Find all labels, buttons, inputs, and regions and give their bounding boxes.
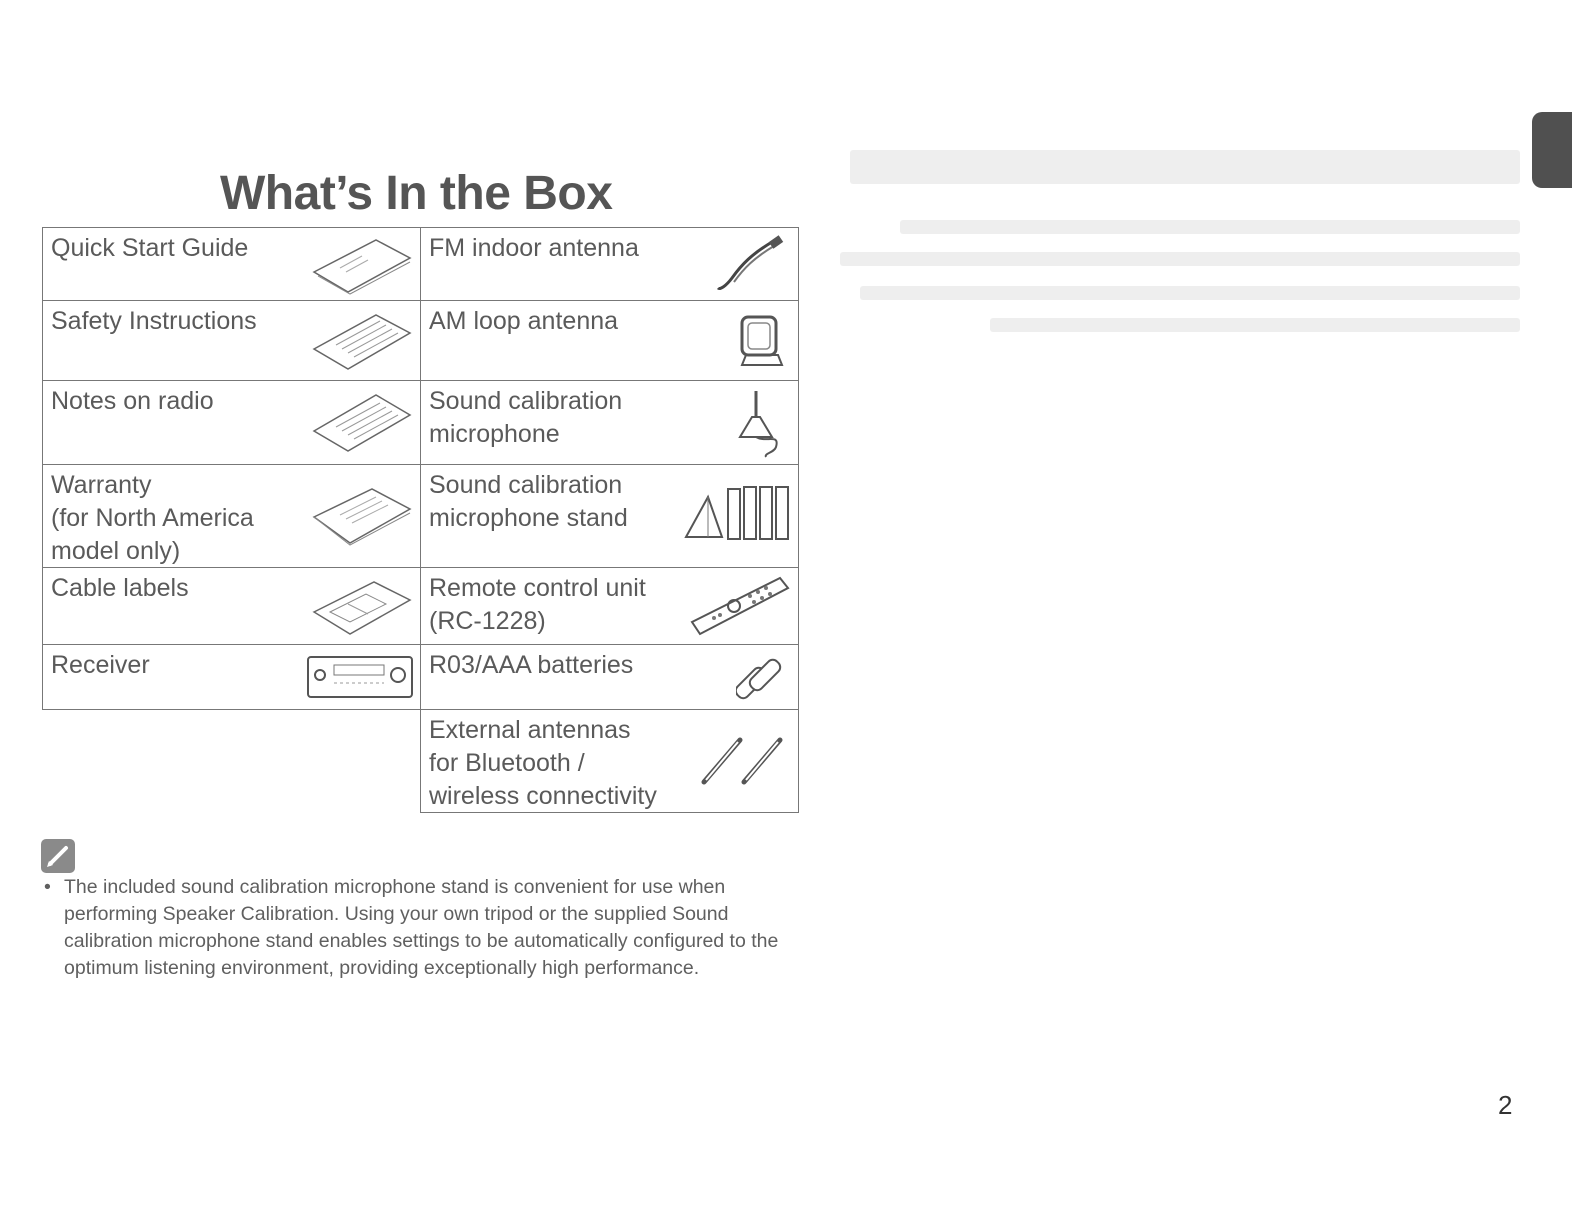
bullet-marker: • (44, 876, 51, 898)
box-contents-table (42, 227, 799, 813)
item-cell-receiver (43, 645, 421, 710)
faded-reverse-page-text (840, 140, 1520, 350)
item-cell-warranty (43, 465, 421, 568)
item-cell-am-loop-antenna (421, 301, 799, 381)
item-cell-notes-on-radio (43, 381, 421, 465)
item-label: Safety Instructions (51, 307, 257, 335)
item-label: R03/AAA batteries (429, 651, 634, 679)
receiver-icon (306, 653, 414, 703)
item-label: Cable labels (51, 574, 189, 602)
item-cell-fm-indoor-antenna (421, 228, 799, 301)
item-cell-safety-instructions (43, 301, 421, 381)
item-label: Quick Start Guide (51, 234, 249, 262)
item-cell-batteries (421, 645, 799, 710)
item-label: AM loop antenna (429, 307, 619, 335)
empty-cell (43, 710, 421, 813)
am-loop-antenna-icon (732, 311, 792, 371)
remote-control-icon (688, 574, 792, 638)
label-sheet-icon (310, 576, 414, 638)
item-cell-external-antennas (421, 710, 799, 813)
item-label: Receiver (51, 651, 150, 679)
batteries-icon (736, 651, 792, 705)
item-label: Sound calibration microphone (429, 387, 623, 448)
note-paragraph (44, 874, 804, 982)
item-cell-sound-calibration-microphone (421, 381, 799, 465)
page-title: What’s In the Box (220, 167, 613, 220)
item-cell-quick-start-guide (43, 228, 421, 301)
document-icon (310, 309, 414, 373)
booklet-icon (310, 483, 414, 549)
pencil-icon (41, 839, 75, 873)
fm-antenna-icon (712, 234, 792, 296)
microphone-stand-icon (682, 483, 792, 545)
bluetooth-antennas-icon (696, 732, 792, 792)
page-number: 2 (1498, 1090, 1513, 1120)
item-cell-cable-labels (43, 568, 421, 645)
microphone-icon (736, 387, 792, 459)
item-label: Remote control unit (RC-1228) (429, 574, 646, 635)
item-label: Warranty (for North America model only) (51, 471, 254, 565)
section-tab-marker (1532, 112, 1572, 188)
item-label: External antennas for Bluetooth / wireless connectivity (429, 716, 657, 810)
item-label: Sound calibration microphone stand (429, 471, 628, 532)
booklet-icon (310, 234, 414, 296)
note-text: The included sound calibration microphone stand is convenient for use when performing Speaker Calibration. Using your own tripod or the supplied Sound calibration microphone stand enables settings to be automatically configured to the optimum listening environment, providing exceptionally high performance. (64, 876, 779, 979)
item-label: FM indoor antenna (429, 234, 639, 262)
item-label: Notes on radio (51, 387, 214, 415)
item-cell-remote-control-unit (421, 568, 799, 645)
document-icon (310, 389, 414, 455)
item-cell-sound-calibration-microphone-stand (421, 465, 799, 568)
